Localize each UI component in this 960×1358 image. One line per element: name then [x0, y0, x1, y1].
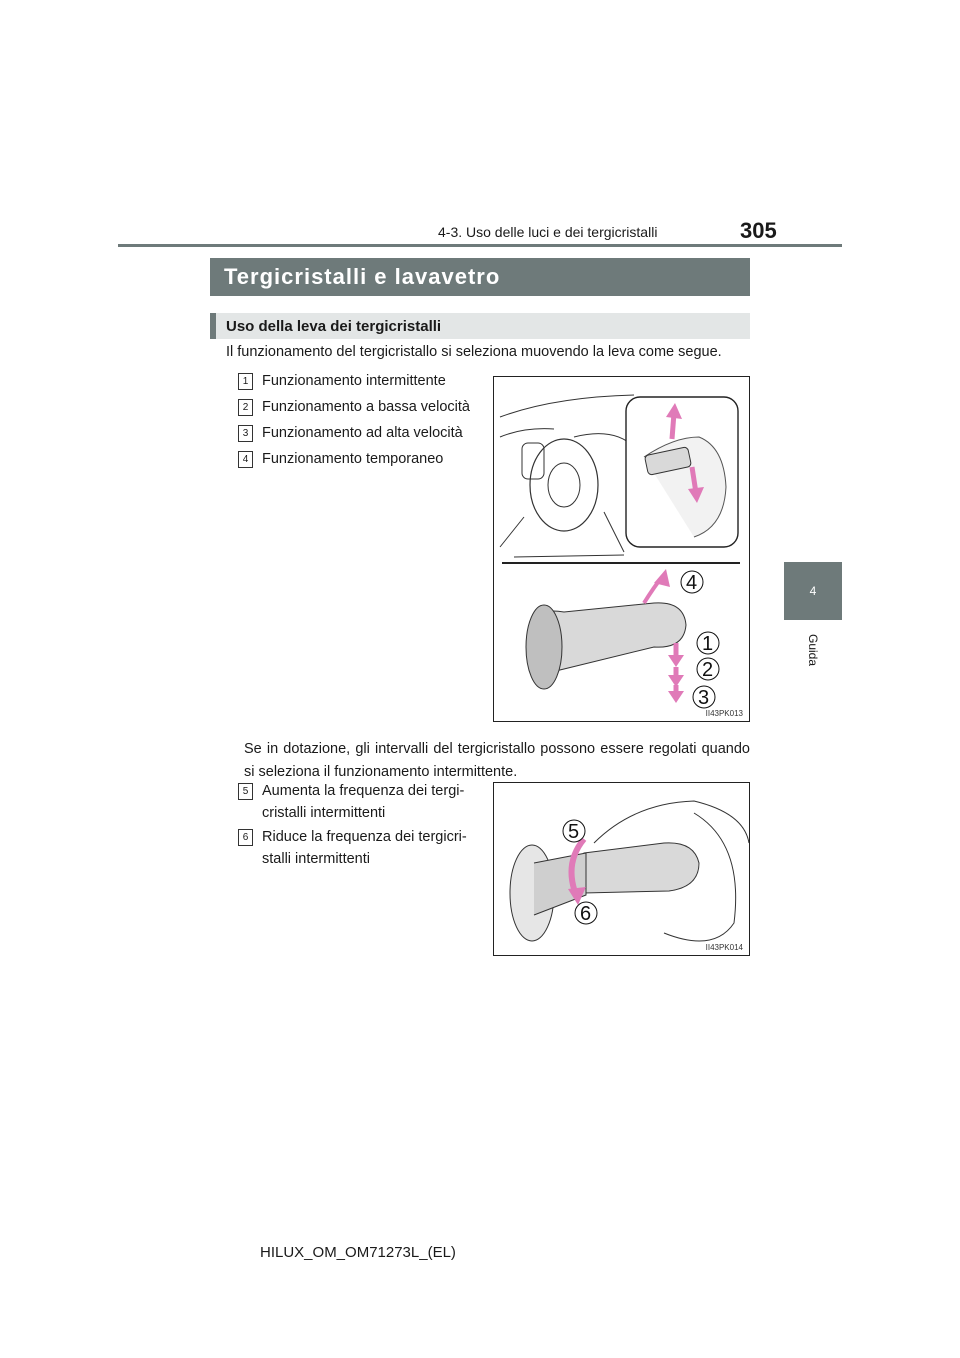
chapter-number: 4 [809, 584, 817, 598]
footer-doc-code: HILUX_OM_OM71273L_(EL) [260, 1244, 456, 1261]
section-reference: 4-3. Uso delle luci e dei tergicristalli [438, 224, 658, 240]
note-text: Se in dotazione, gli intervalli del tergicristallo possono essere regolati quando si seleziona il funzionamento intermittente. [244, 741, 750, 780]
item-text: Funzionamento a bassa velocità [262, 399, 470, 415]
page-title: Tergicristalli e lavavetro [210, 258, 750, 296]
list-item [238, 780, 482, 824]
item-number-box: 2 [238, 399, 253, 416]
page-number: 305 [740, 218, 777, 243]
figure-code: II43PK013 [705, 709, 743, 718]
callout-6: 6 [580, 903, 592, 925]
item-number-box: 4 [238, 451, 253, 468]
interval-dial-illustration [494, 783, 749, 955]
figure-interval-dial [493, 782, 750, 956]
item-text: Funzionamento temporaneo [262, 451, 444, 467]
callout-5: 5 [568, 821, 580, 843]
header-rule [118, 244, 842, 247]
figure-wiper-lever [493, 376, 750, 722]
item-text: Aumenta la frequenza dei tergi-cristalli intermittenti [262, 783, 465, 821]
list-item [238, 422, 482, 444]
item-number-box: 5 [238, 783, 253, 800]
callout-3: 3 [698, 687, 710, 709]
item-text: Riduce la frequenza dei tergicri-stalli intermittenti [262, 829, 467, 867]
wiper-lever-illustration [494, 377, 749, 721]
callout-4: 4 [686, 572, 698, 594]
callout-1: 1 [702, 633, 714, 655]
figure-code: II43PK014 [705, 943, 743, 952]
item-number-box: 3 [238, 425, 253, 442]
chapter-label [778, 630, 848, 670]
item-text: Funzionamento intermittente [262, 373, 446, 389]
list-item [238, 370, 482, 392]
item-number-box: 6 [238, 829, 253, 846]
intro-text: Il funzionamento del tergicristallo si seleziona muovendo la leva come segue. [226, 344, 722, 360]
item-number-box: 1 [238, 373, 253, 390]
list-item [238, 396, 482, 418]
chapter-label-text: Guida [806, 633, 820, 667]
chapter-tab [784, 562, 842, 620]
section-subtitle: Uso della leva dei tergicristalli [210, 313, 750, 339]
list-item [238, 826, 482, 870]
callout-2: 2 [702, 659, 714, 681]
item-text: Funzionamento ad alta velocità [262, 425, 463, 441]
list-item [238, 448, 482, 470]
